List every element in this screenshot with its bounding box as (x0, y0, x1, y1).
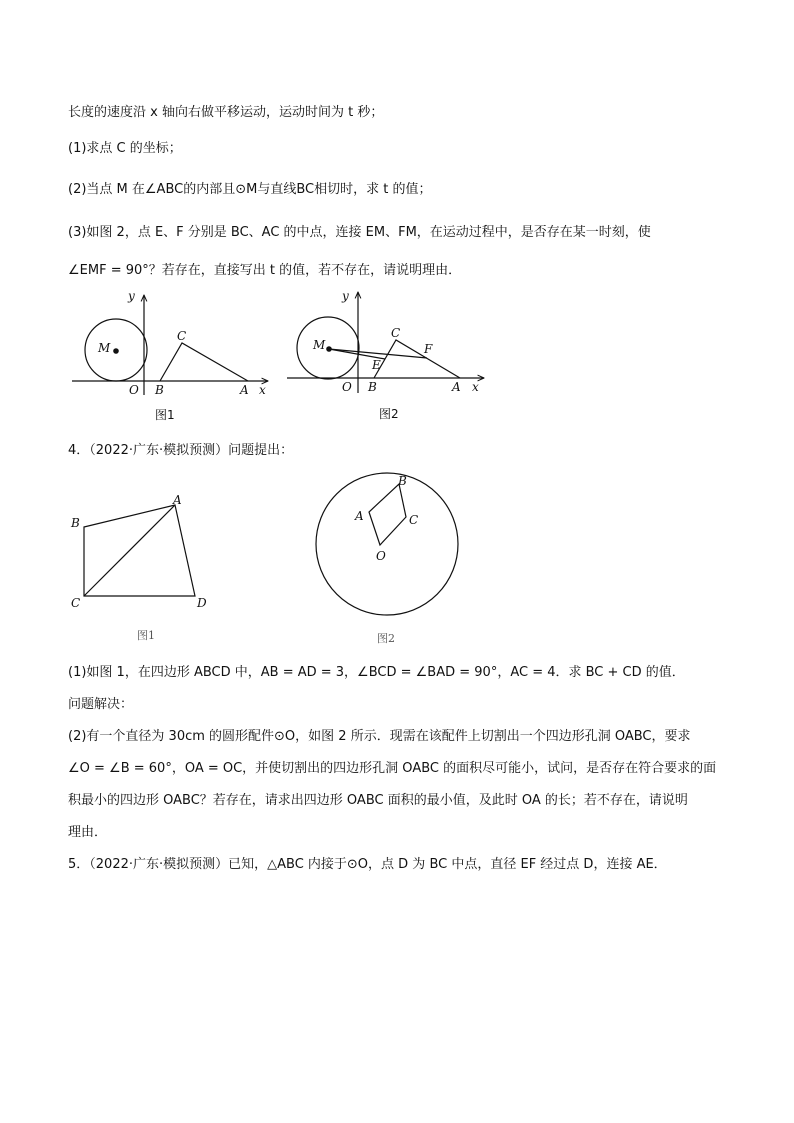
circle-o (316, 473, 458, 615)
q4-fig1-label-a: A (173, 493, 182, 507)
q3-intro: 长度的速度沿 x 轴向右做平移运动，运动时间为 t 秒； (68, 105, 384, 120)
q3-figure2 (282, 288, 492, 421)
q4-figure1 (66, 492, 216, 652)
q4-solve-heading: 问题解决： (68, 697, 134, 712)
fig2-label-b: B (368, 380, 377, 394)
q4-part2-line4: 理由． (68, 825, 108, 840)
q3-part3-line2: ∠EMF = 90°？若存在，直接写出 t 的值，若不存在，请说明理由． (68, 263, 462, 278)
q4-fig1-label-d: D (197, 596, 207, 610)
q4-fig2-label-c: C (409, 513, 419, 527)
fig2-y-label: y (342, 289, 349, 303)
q4-part1: (1)如图 1，在四边形 ABCD 中，AB = AD = 3，∠BCD = ∠BAD = 90°，AC = 4．求 BC + CD 的值． (68, 665, 685, 680)
fig2-label-f: F (424, 342, 433, 356)
q3-figure1 (66, 290, 276, 420)
q4-fig2-caption: 图2 (377, 632, 395, 645)
fig1-x-label: x (259, 383, 266, 397)
triangle-abc (374, 340, 460, 378)
q4-figure2 (312, 470, 472, 645)
fig1-label-a: A (240, 383, 249, 397)
q4-part2-line2: ∠O = ∠B = 60°，OA = OC，并使切割出的四边形孔洞 OABC 的面积尽可能小，试问，是否存在符合要求的面 (68, 761, 717, 776)
fig1-label-c: C (177, 329, 187, 343)
point-m (113, 348, 119, 354)
fig2-label-a: A (452, 380, 461, 394)
q4-fig1-label-b: B (71, 516, 80, 530)
triangle-abc (160, 343, 248, 381)
q4-part2-line1: (2)有一个直径为 30cm 的圆形配件⊙O，如图 2 所示．现需在该配件上切割出一个四边形孔洞 OABC，要求 (68, 729, 691, 744)
q3-part2: (2)当点 M 在∠ABC的内部且⊙M与直线BC相切时，求 t 的值； (68, 182, 432, 197)
fig2-x-label: x (472, 380, 479, 394)
q4-fig2-label-o: O (376, 549, 386, 563)
fig1-label-m: M (98, 341, 111, 355)
q3-part1: (1)求点 C 的坐标； (68, 141, 182, 156)
q4-part2-line3: 积最小的四边形 OABC？若存在，请求出四边形 OABC 面积的最小值，及此时 OA 的长；若不存在，请说明 (68, 793, 688, 808)
fig2-caption: 图2 (379, 407, 399, 421)
q4-fig2-label-b: B (398, 474, 407, 488)
fig2-label-m: M (313, 338, 326, 352)
q4-fig1-label-c: C (71, 596, 81, 610)
fig1-y-label: y (128, 289, 135, 303)
fig1-caption: 图1 (155, 408, 175, 422)
fig1-label-b: B (155, 383, 164, 397)
q4-header: 4．（2022·广东·模拟预测）问题提出： (68, 443, 294, 458)
fig1-label-o: O (129, 383, 139, 397)
quadrilateral-oabc (369, 484, 406, 545)
fig2-label-e: E (372, 358, 381, 372)
q3-part3-line1: (3)如图 2，点 E、F 分别是 BC、AC 的中点，连接 EM、FM，在运动过程中，是否存在某一时刻，使 (68, 225, 651, 240)
quadrilateral-abcd (84, 505, 195, 596)
q4-fig2-label-a: A (355, 509, 364, 523)
q5-statement: 5．（2022·广东·模拟预测）已知，△ABC 内接于⊙O，点 D 为 BC 中点，直径 EF 经过点 D，连接 AE． (68, 857, 667, 872)
fig2-label-o: O (342, 380, 352, 394)
fig2-label-c: C (391, 326, 401, 340)
diagonal-ac (84, 505, 175, 596)
q4-fig1-caption: 图1 (137, 629, 155, 642)
